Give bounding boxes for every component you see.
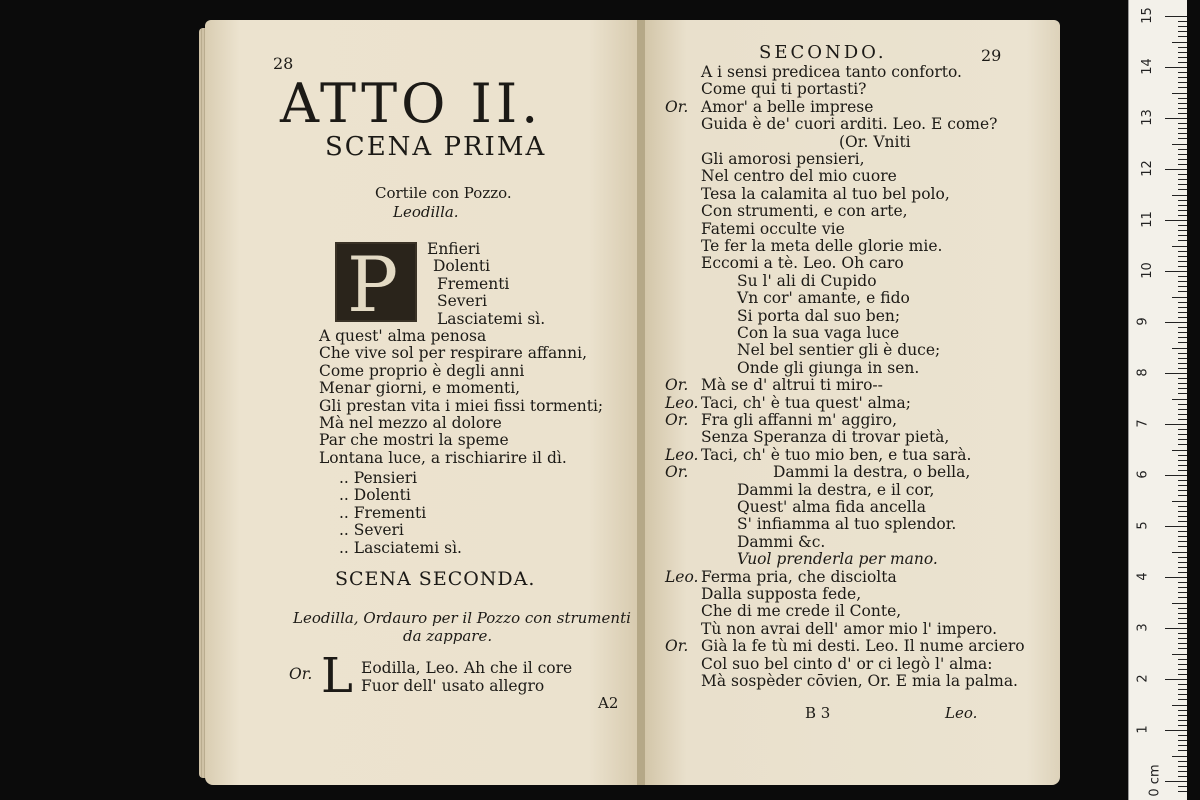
dialogue-line — [665, 238, 942, 255]
ruler-tick — [1178, 358, 1187, 359]
dialogue-text: Che di me crede il Conte, — [701, 602, 902, 621]
ruler-tick — [1165, 169, 1187, 170]
dialogue-line — [665, 273, 877, 290]
verse-line: Severi — [437, 292, 488, 311]
dialogue-text: Col suo bel cinto d' or ci legò l' alma: — [701, 654, 993, 673]
ruler-tick — [1178, 353, 1187, 354]
dialogue-line — [665, 342, 940, 359]
dialogue-line — [665, 447, 971, 464]
running-header: SECONDO. — [759, 42, 887, 63]
ruler-tick — [1165, 424, 1187, 425]
page-number: 29 — [981, 46, 1002, 65]
ruler-tick — [1178, 562, 1187, 563]
dialogue-text: Dammi &c. — [737, 532, 826, 551]
ruler-tick — [1178, 546, 1187, 547]
stage-direction: Leodilla, Ordauro per il Pozzo con strumenti — [293, 609, 631, 627]
ruler-tick — [1178, 623, 1187, 624]
ruler-tick — [1178, 113, 1187, 114]
ruler-tick — [1165, 577, 1187, 578]
ruler-tick — [1178, 720, 1187, 721]
ruler-label: 10 — [1139, 262, 1155, 279]
ruler-tick — [1172, 603, 1187, 604]
dialogue-line — [665, 151, 865, 168]
ruler-tick — [1178, 240, 1187, 241]
speaker-label: Or. — [665, 97, 689, 116]
ruler-tick — [1178, 669, 1187, 670]
speaker-label: Or. — [665, 637, 689, 656]
dialogue-line — [665, 134, 911, 151]
ruler-tick — [1178, 123, 1187, 124]
ruler-tick — [1178, 725, 1187, 726]
verse-block — [319, 328, 603, 467]
ruler-tick — [1165, 322, 1187, 323]
dialogue-text: Senza Speranza di trovar pietà, — [701, 428, 950, 447]
dialogue-line — [665, 621, 997, 638]
ruler-tick — [1178, 710, 1187, 711]
ruler-tick — [1178, 388, 1187, 389]
dialogue-line — [665, 534, 825, 551]
dialogue-line — [665, 656, 993, 673]
ruler-tick — [1178, 52, 1187, 53]
dialogue-line — [665, 64, 962, 81]
ruler-tick — [1178, 597, 1187, 598]
dialogue-line — [665, 116, 997, 133]
ruler-tick — [1178, 159, 1187, 160]
ruler-tick — [1178, 276, 1187, 277]
ruler-tick — [1178, 643, 1187, 644]
dialogue-line — [665, 499, 926, 516]
speaker-label: Or. — [665, 376, 689, 395]
verse-line: Menar giorni, e momenti, — [319, 379, 521, 398]
ruler-tick — [1178, 164, 1187, 165]
dialogue-text: Su l' ali di Cupido — [737, 271, 877, 290]
ruler-tick — [1178, 608, 1187, 609]
ruler-tick — [1178, 455, 1187, 456]
dialogue-line — [665, 464, 970, 481]
ruler-tick — [1165, 373, 1187, 374]
ruler-tick — [1178, 531, 1187, 532]
ruler-tick — [1178, 337, 1187, 338]
scene-two-title: SCENA SECONDA. — [335, 568, 536, 590]
ruler-label: 8 — [1135, 368, 1151, 377]
signature-mark: A2 — [598, 694, 619, 712]
ruler-tick — [1178, 291, 1187, 292]
refrain-line: .. Pensieri — [339, 469, 418, 487]
ruler-tick — [1178, 77, 1187, 78]
ruler-tick — [1178, 638, 1187, 639]
ruler-tick — [1178, 230, 1187, 231]
ruler-tick — [1178, 215, 1187, 216]
ruler-tick — [1178, 511, 1187, 512]
ruler-tick — [1178, 317, 1187, 318]
ruler-tick — [1178, 776, 1187, 777]
decorated-initial — [335, 240, 417, 329]
verse-line: Par che mostri la speme — [319, 431, 509, 450]
ruler-tick — [1172, 42, 1187, 43]
speaker-label: Leo. — [665, 445, 699, 464]
act-title: ATTO II. — [280, 72, 543, 135]
ruler-tick — [1178, 715, 1187, 716]
dialogue-text: Fra gli affanni m' aggiro, — [701, 411, 898, 429]
ruler-tick — [1178, 582, 1187, 583]
ruler-tick — [1165, 220, 1187, 221]
ruler-tick — [1165, 730, 1187, 731]
ruler-tick — [1178, 342, 1187, 343]
dialogue-text: Gli amorosi pensieri, — [701, 150, 865, 168]
ruler-tick — [1178, 184, 1187, 185]
ruler-tick — [1178, 429, 1187, 430]
verse-line: A quest' alma penosa — [319, 327, 487, 345]
ruler-tick — [1178, 108, 1187, 109]
verse-line: Che vive sol per respirare affanni, — [319, 344, 588, 363]
dialogue-line — [665, 429, 949, 446]
dropcap-verse — [427, 241, 545, 328]
dialogue-text: (Or. Vniti — [839, 132, 911, 151]
ruler-label: 13 — [1139, 109, 1155, 126]
ruler-tick — [1178, 256, 1187, 257]
dialogue-text: A i sensi predicea tanto conforto. — [701, 63, 962, 81]
ruler-tick — [1178, 235, 1187, 236]
ruler-tick — [1165, 526, 1187, 527]
dialogue-line — [665, 290, 910, 307]
ruler-tick — [1178, 368, 1187, 369]
open-book — [205, 20, 1060, 785]
signature-mark: B 3 — [805, 704, 831, 722]
ruler-label: 14 — [1139, 58, 1155, 75]
ruler-label: 6 — [1135, 470, 1151, 479]
ruler-tick — [1178, 766, 1187, 767]
ruler-tick — [1178, 383, 1187, 384]
ruler-tick — [1172, 705, 1187, 706]
ruler-tick — [1178, 266, 1187, 267]
ruler-tick — [1178, 414, 1187, 415]
ruler-label: 1 — [1135, 725, 1151, 734]
ruler-label: 15 — [1139, 7, 1155, 24]
ruler-tick — [1178, 465, 1187, 466]
verse-line: Dolenti — [433, 257, 491, 276]
dialogue-text: Quest' alma fida ancella — [737, 498, 926, 516]
dialogue-text: Già la fe tù mi desti. Leo. Il nume arciero — [701, 637, 1025, 656]
ruler-label: 5 — [1135, 521, 1151, 530]
dialogue-line — [665, 551, 938, 568]
catchword: Leo. — [945, 704, 978, 722]
ruler-tick — [1178, 154, 1187, 155]
dialogue-text: Tù non avrai dell' amor mio l' impero. — [701, 619, 998, 638]
ruler-tick — [1178, 567, 1187, 568]
ruler-tick — [1178, 506, 1187, 507]
ruler-tick — [1178, 36, 1187, 37]
ruler-tick — [1178, 684, 1187, 685]
verse-line: Mà nel mezzo al dolore — [319, 413, 502, 432]
ruler-tick — [1172, 195, 1187, 196]
ruler-tick — [1178, 286, 1187, 287]
ruler-tick — [1178, 613, 1187, 614]
dialogue-text: Mà se d' altrui ti miro-- — [701, 376, 883, 395]
dialogue-line — [665, 325, 899, 342]
ruler-tick — [1178, 480, 1187, 481]
ruler-tick — [1178, 332, 1187, 333]
dialogue-line — [665, 516, 956, 533]
ruler-tick — [1178, 521, 1187, 522]
ruler-tick — [1172, 399, 1187, 400]
ruler-label: 9 — [1135, 317, 1151, 326]
ruler-tick — [1178, 281, 1187, 282]
ruler-tick — [1178, 210, 1187, 211]
ruler-label: 4 — [1135, 572, 1151, 581]
dialogue-line — [665, 81, 866, 98]
ruler-tick — [1178, 363, 1187, 364]
ruler-tick — [1172, 93, 1187, 94]
ruler-tick — [1178, 689, 1187, 690]
ruler-tick — [1178, 485, 1187, 486]
dialogue-line — [665, 377, 883, 394]
dialogue-text: Nel centro del mio cuore — [701, 167, 897, 186]
dialogue-text: S' infiamma al tuo splendor. — [737, 515, 957, 534]
ruler-tick — [1178, 786, 1187, 787]
dialogue-line — [665, 482, 934, 499]
ruler-tick — [1178, 138, 1187, 139]
ruler-tick — [1178, 745, 1187, 746]
initial-letter: L — [321, 648, 353, 704]
dialogue-text: Vn cor' amante, e fido — [737, 289, 910, 308]
ruler-tick — [1172, 552, 1187, 553]
ruler-tick — [1165, 118, 1187, 119]
ruler-tick — [1178, 791, 1187, 792]
ruler-tick — [1178, 495, 1187, 496]
ruler-tick — [1178, 674, 1187, 675]
ruler-tick — [1172, 246, 1187, 247]
ruler-tick — [1178, 393, 1187, 394]
ruler-tick — [1178, 302, 1187, 303]
dialogue-text: Onde gli giunga in sen. — [737, 358, 920, 377]
dialogue-text: Ferma pria, che disciolta — [701, 567, 897, 586]
ruler-label: 2 — [1135, 674, 1151, 683]
ruler-tick — [1178, 516, 1187, 517]
ruler-tick — [1178, 404, 1187, 405]
ruler-label: 11 — [1139, 211, 1155, 228]
ruler-tick — [1178, 378, 1187, 379]
speaker-label: Or. — [289, 665, 313, 683]
ruler-tick — [1178, 664, 1187, 665]
ruler-tick — [1178, 735, 1187, 736]
dialogue-line — [665, 308, 900, 325]
ruler-tick — [1172, 450, 1187, 451]
ruler-tick — [1165, 271, 1187, 272]
ruler-tick — [1178, 740, 1187, 741]
dialogue-text: Taci, ch' è tuo mio ben, e tua sarà. — [701, 445, 972, 464]
dialogue-text: Vuol prenderla per mano. — [737, 550, 938, 569]
speaker-label: Leo. — [665, 393, 699, 412]
ruler-tick — [1178, 470, 1187, 471]
ruler-tick — [1178, 572, 1187, 573]
ruler-tick — [1178, 57, 1187, 58]
ruler-tick — [1178, 460, 1187, 461]
ruler-tick — [1178, 72, 1187, 73]
setting: Cortile con Pozzo. — [375, 184, 512, 202]
ruler-tick — [1178, 750, 1187, 751]
dialogue-text: Nel bel sentier gli è duce; — [737, 341, 941, 360]
ruler-tick — [1178, 251, 1187, 252]
dialogue-line — [665, 255, 904, 272]
ruler-tick — [1178, 307, 1187, 308]
dialogue-text: Mà sospèder cōvien, Or. E mia la palma. — [701, 672, 1018, 690]
verse-line: Gli prestan vita i miei fissi tormenti; — [319, 396, 604, 415]
initial-letter: P — [347, 240, 399, 329]
dialogue-line — [665, 673, 1018, 690]
dialogue-line — [665, 186, 950, 203]
dialogue-line — [665, 203, 908, 220]
ruler-tick — [1165, 781, 1187, 782]
dialogue-text: Tesa la calamita al tuo bel polo, — [701, 184, 950, 203]
right-page — [645, 20, 1060, 785]
ruler-tick — [1178, 189, 1187, 190]
ruler-tick — [1178, 205, 1187, 206]
dialogue-text: Dalla supposta fede, — [701, 585, 862, 603]
dialogue-line — [665, 221, 845, 238]
ruler-tick — [1178, 87, 1187, 88]
dialogue-line — [665, 569, 897, 586]
ruler-tick — [1172, 348, 1187, 349]
dialogue-text: Fatemi occulte vie — [701, 219, 845, 238]
ruler-tick — [1178, 587, 1187, 588]
dialogue-line — [665, 638, 1025, 655]
ruler-tick — [1178, 103, 1187, 104]
ruler-tick — [1178, 592, 1187, 593]
ruler-tick — [1178, 439, 1187, 440]
dialogue-line — [665, 395, 911, 412]
ruler-tick — [1178, 200, 1187, 201]
refrain-line: .. Dolenti — [339, 486, 411, 505]
ruler-tick — [1178, 21, 1187, 22]
ruler-tick — [1178, 31, 1187, 32]
ruler-tick — [1178, 694, 1187, 695]
ruler-tick — [1178, 327, 1187, 328]
ruler-tick — [1178, 541, 1187, 542]
verse-line: Fuor dell' usato allegro — [361, 677, 545, 695]
ruler-tick — [1178, 133, 1187, 134]
ruler-tick — [1165, 67, 1187, 68]
dialogue-text: Te fer la meta delle glorie mie. — [701, 237, 943, 255]
ruler-tick — [1178, 62, 1187, 63]
ruler-tick — [1178, 98, 1187, 99]
character-name: Leodilla. — [393, 203, 459, 221]
ruler-tick — [1178, 26, 1187, 27]
dialogue-text: Dammi la destra, o bella, — [773, 463, 971, 482]
verse-line: Eodilla, Leo. Ah che il core — [361, 659, 573, 677]
ruler-tick — [1178, 659, 1187, 660]
speaker-label: Leo. — [665, 567, 699, 586]
verse-line: Frementi — [437, 274, 510, 293]
ruler-tick — [1172, 654, 1187, 655]
ruler-tick — [1178, 434, 1187, 435]
ruler-tick — [1178, 179, 1187, 180]
speaker-label: Or. — [665, 411, 689, 429]
dialogue-line — [665, 168, 897, 185]
ruler-tick — [1178, 618, 1187, 619]
left-page — [205, 20, 641, 785]
ruler-tick — [1178, 47, 1187, 48]
refrain-line: .. Frementi — [339, 503, 427, 522]
refrain-line: .. Severi — [339, 521, 404, 540]
speaker-label: Or. — [665, 463, 689, 482]
dialogue-line — [665, 603, 901, 620]
ruler-tick — [1172, 297, 1187, 298]
ruler-tick — [1165, 16, 1187, 17]
ruler-tick — [1178, 761, 1187, 762]
ruler-tick — [1178, 174, 1187, 175]
dialogue-text: Amor' a belle imprese — [701, 97, 874, 116]
dialogue-text: Con strumenti, e con arte, — [701, 202, 908, 221]
dialogue-text: Eccomi a tè. Leo. Oh caro — [701, 254, 904, 273]
verse-line: Lontana luce, a rischiarire il dì. — [319, 448, 567, 467]
ruler-tick — [1178, 633, 1187, 634]
ruler-tick — [1172, 756, 1187, 757]
ruler-tick — [1178, 444, 1187, 445]
ruler-tick — [1178, 648, 1187, 649]
dialogue-line — [665, 412, 897, 429]
ruler-tick — [1178, 225, 1187, 226]
verse-line: Come proprio è degli anni — [319, 361, 525, 380]
refrain-line: .. Lasciatemi sì. — [339, 538, 462, 557]
dialogue-line — [665, 99, 873, 116]
ruler-tick — [1172, 501, 1187, 502]
dialogue-text: Dammi la destra, e il cor, — [737, 480, 935, 499]
ruler-label: 3 — [1135, 623, 1151, 632]
page-number: 28 — [273, 54, 294, 73]
verse-line: Lasciatemi sì. — [437, 309, 546, 328]
ruler-tick — [1178, 536, 1187, 537]
dialogue-text: Guida è de' cuori arditi. Leo. E come? — [701, 115, 998, 134]
ruler-label: 12 — [1139, 160, 1155, 177]
stage-direction: da zappare. — [403, 627, 493, 645]
dialogue-text: Si porta dal suo ben; — [737, 306, 901, 325]
scene-title: SCENA PRIMA — [325, 132, 547, 162]
dialogue-text: Con la sua vaga luce — [737, 324, 900, 342]
dialogue-line — [665, 360, 919, 377]
dialogue-text: Taci, ch' è tua quest' alma; — [701, 393, 912, 412]
ruler-label: 0 cm — [1147, 764, 1163, 797]
ruler-tick — [1178, 128, 1187, 129]
ruler-tick — [1165, 475, 1187, 476]
ruler-tick — [1165, 679, 1187, 680]
ruler-tick — [1178, 409, 1187, 410]
ruler-tick — [1178, 490, 1187, 491]
ruler-tick — [1178, 419, 1187, 420]
ruler-tick — [1165, 628, 1187, 629]
ruler-tick — [1178, 82, 1187, 83]
ruler-tick — [1178, 149, 1187, 150]
dialogue-text: Come qui ti portasti? — [701, 80, 867, 99]
ruler-tick — [1178, 312, 1187, 313]
dialogue-line — [665, 586, 861, 603]
ruler-tick — [1178, 557, 1187, 558]
ruler-label: 7 — [1135, 419, 1151, 428]
refrain-block — [339, 470, 462, 557]
ruler-tick — [1172, 144, 1187, 145]
ruler-tick — [1178, 771, 1187, 772]
verse-line: Enfieri — [427, 240, 481, 258]
ruler-tick — [1178, 261, 1187, 262]
ruler-tick — [1178, 699, 1187, 700]
measurement-ruler — [1128, 0, 1187, 800]
